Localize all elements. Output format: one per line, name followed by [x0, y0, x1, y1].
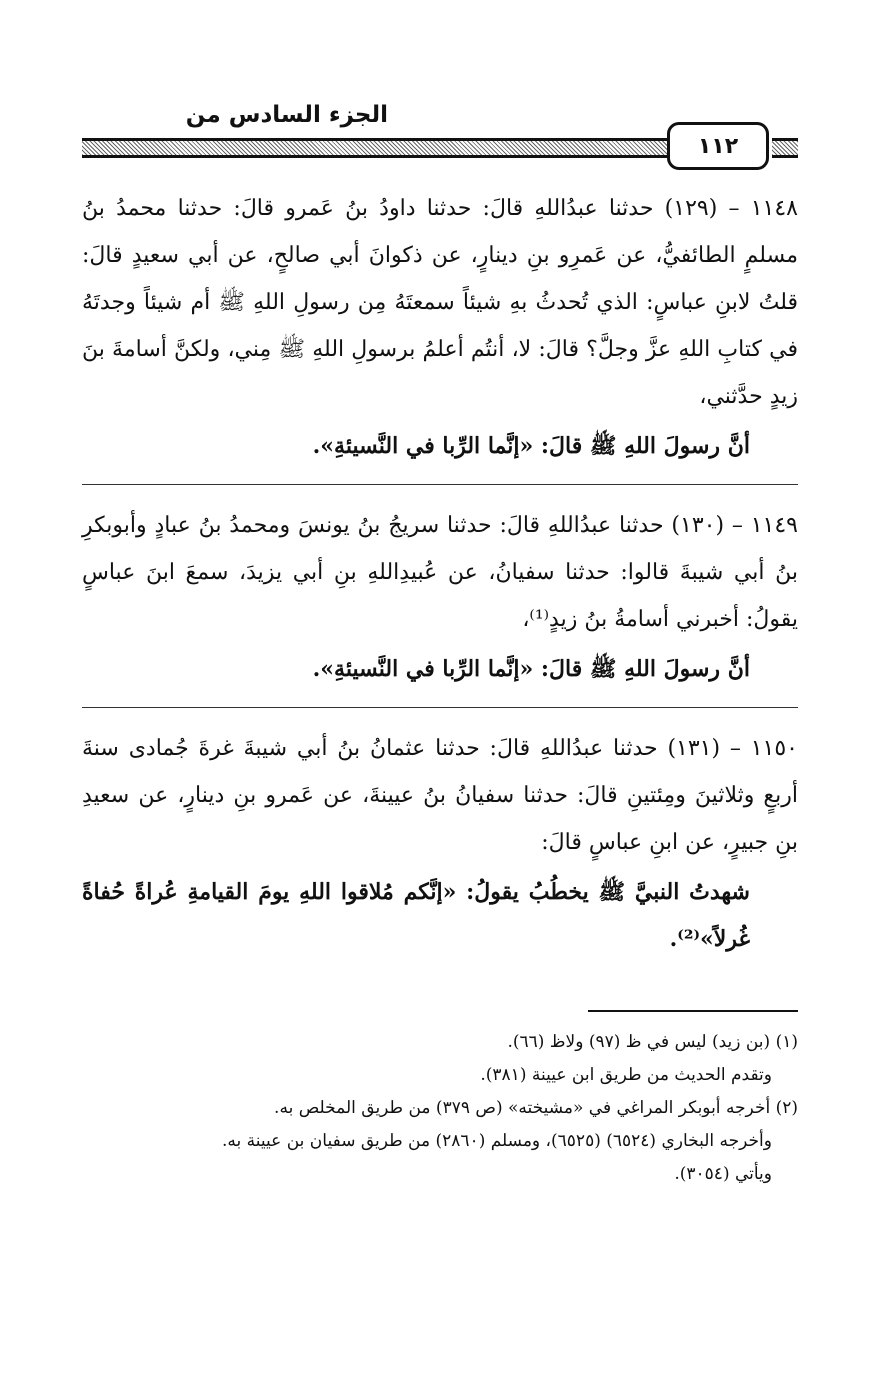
- hadith-isnad: ١١٤٨ – (١٢٩) حدثنا عبدُاللهِ قالَ: حدثنا داودُ بنُ عَمرو قالَ: حدثنا محمدُ بنُ مسلمٍ الطائفيُّ، عن عَمرِو بنِ دينارٍ، عن ذكوانَ أبي صالحٍ، عن أبي سعيدٍ قالَ: قلتُ لابنِ عباسٍ: الذي تُحدثُ بهِ شيئاً سمعتَهُ مِن رسولِ اللهِ ﷺ أم شيئاً وجدتَهُ في كتابِ اللهِ عزَّ وجلَّ؟ قالَ: لا، أنتُم أعلمُ برسولِ اللهِ ﷺ مِني، ولكنَّ أسامةَ بنَ زيدٍ حدَّثني،: [82, 196, 799, 409]
- footnote-2-continued: وأخرجه البخاري (٦٥٢٤) (٦٥٢٥)، ومسلم (٢٨٦٠) من طريق سفيان بن عيينة به.: [222, 1131, 772, 1151]
- footnote-rule: [588, 1010, 798, 1012]
- running-title: الجزء السادس من: [185, 102, 388, 128]
- footnote-1-continued: وتقدم الحديث من طريق ابن عيينة (٣٨١).: [480, 1065, 772, 1085]
- hadith-divider: [82, 484, 798, 485]
- hadith-1148: [82, 185, 798, 470]
- hadith-matn: أنَّ رسولَ اللهِ ﷺ قالَ: «إنَّما الرِّبا في النَّسيئةِ».: [312, 656, 750, 682]
- hadith-matn: شهدتُ النبيَّ ﷺ يخطُبُ يقولُ: «إنَّكم مُلاقوا اللهِ يومَ القيامةِ عُراةً حُفاةً غُرلاً»⁽²⁾.: [82, 879, 750, 952]
- hadith-divider: [82, 707, 798, 708]
- footnote-2: (٢) أخرجه أبوبكر المراغي في «مشيخته» (ص ٣٧٩) من طريق المخلص به.: [274, 1098, 798, 1118]
- footnote-2-reference: ويأتي (٣٠٥٤).: [674, 1164, 772, 1184]
- footnote-1: (١) (بن زيد) ليس في ظ (٩٧) ولاظ (٦٦).: [507, 1032, 798, 1052]
- hadith-1150: [82, 725, 798, 963]
- hadith-isnad: ١١٥٠ – (١٣١) حدثنا عبدُاللهِ قالَ: حدثنا عثمانُ بنُ أبي شيبةَ غرةَ جُمادى سنةَ أربعٍ وثلاثينَ ومِئتينِ قالَ: حدثنا سفيانُ بنُ عيينةَ، عن عَمرو بنِ دينارٍ، عن سعيدِ بنِ جبيرٍ، عن ابنِ عباسٍ قالَ:: [82, 736, 798, 855]
- header-rule-end: [772, 138, 798, 158]
- page-number: ١١٢: [667, 122, 769, 170]
- hadith-matn: أنَّ رسولَ اللهِ ﷺ قالَ: «إنَّما الرِّبا في النَّسيئةِ».: [312, 433, 750, 459]
- footnotes: [82, 1010, 798, 1191]
- hadith-1149: [82, 502, 798, 693]
- page-header: [82, 100, 798, 170]
- main-text: [82, 185, 798, 963]
- hadith-isnad: ١١٤٩ – (١٣٠) حدثنا عبدُاللهِ قالَ: حدثنا سريجُ بنُ يونسَ ومحمدُ بنُ عبادٍ وأبوبكرِ بنُ أبي شيبةَ قالوا: حدثنا سفيانُ، عن عُبيدِاللهِ بنِ أبي يزيدَ، سمعَ ابنَ عباسٍ يقولُ: أخبرني أسامةُ بنُ زيدٍ⁽¹⁾،: [82, 513, 798, 632]
- header-rule: [82, 138, 667, 158]
